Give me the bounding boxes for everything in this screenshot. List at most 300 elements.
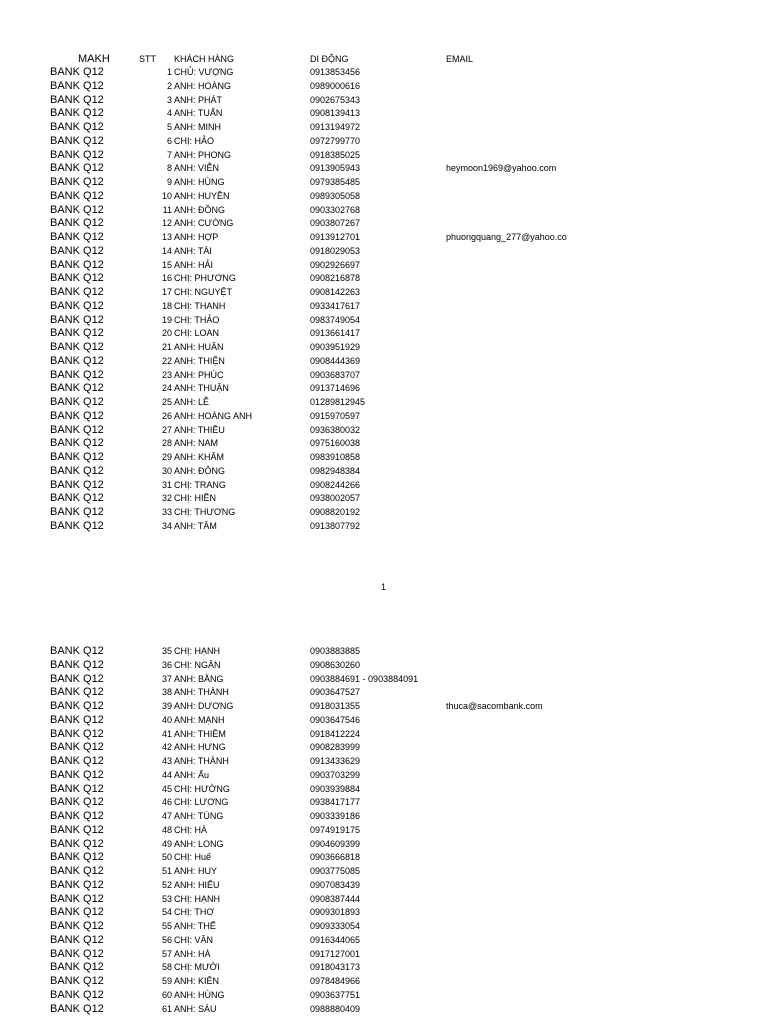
table-row bbox=[0, 948, 768, 962]
cell-makh: BANK Q12 bbox=[50, 658, 104, 671]
table-row bbox=[0, 961, 768, 975]
cell-di-dong: 0903883885 bbox=[310, 646, 361, 656]
cell-khach-hang: CHỊ: LƯƠNG bbox=[174, 797, 229, 808]
cell-makh: BANK Q12 bbox=[50, 176, 104, 188]
cell-khach-hang: ANH: MINH bbox=[174, 122, 221, 132]
cell-makh: BANK Q12 bbox=[50, 423, 104, 436]
cell-di-dong: 0903647527 bbox=[310, 687, 361, 698]
cell-khach-hang: ANH: KHÂM bbox=[174, 452, 225, 462]
table-row bbox=[0, 920, 768, 934]
table-row bbox=[0, 66, 768, 80]
cell-khach-hang: ANH: LỄ bbox=[174, 397, 210, 407]
cell-stt: 41 bbox=[161, 728, 172, 739]
table-row bbox=[0, 410, 768, 424]
table-row bbox=[0, 879, 768, 893]
cell-stt: 15 bbox=[161, 259, 172, 270]
cell-makh: BANK Q12 bbox=[50, 272, 104, 285]
cell-makh: BANK Q12 bbox=[50, 409, 104, 422]
cell-makh: BANK Q12 bbox=[50, 478, 104, 491]
cell-makh: BANK Q12 bbox=[50, 878, 104, 891]
table-row bbox=[0, 314, 768, 328]
cell-khach-hang: CHỦ: VƯỢNG bbox=[174, 67, 234, 77]
cell-di-dong: 0979385485 bbox=[310, 177, 361, 187]
cell-khach-hang: ANH: ĐÔNG bbox=[174, 465, 226, 476]
cell-di-dong: 01289812945 bbox=[310, 397, 366, 407]
cell-makh: BANK Q12 bbox=[50, 217, 104, 230]
cell-khach-hang: CHỊ: HÀ bbox=[174, 824, 208, 835]
cell-makh: BANK Q12 bbox=[50, 327, 104, 340]
cell-di-dong: 0978484966 bbox=[310, 976, 361, 986]
cell-stt: 39 bbox=[161, 701, 172, 711]
cell-stt: 7 bbox=[166, 149, 172, 160]
table-row bbox=[0, 259, 768, 273]
cell-khach-hang: ANH: THIÊM bbox=[174, 728, 226, 739]
cell-makh: BANK Q12 bbox=[50, 672, 104, 685]
cell-di-dong: 0917127001 bbox=[310, 948, 361, 959]
cell-di-dong: 0913905943 bbox=[310, 163, 361, 174]
cell-makh: BANK Q12 bbox=[50, 920, 104, 932]
cell-stt: 42 bbox=[161, 742, 172, 753]
cell-di-dong: 0913714696 bbox=[310, 383, 361, 394]
cell-makh: BANK Q12 bbox=[50, 1002, 104, 1015]
cell-makh: BANK Q12 bbox=[50, 768, 104, 781]
cell-stt: 28 bbox=[161, 438, 172, 449]
cell-makh: BANK Q12 bbox=[50, 892, 104, 905]
cell-stt: 13 bbox=[161, 232, 172, 242]
table-row bbox=[0, 714, 768, 728]
cell-di-dong: 0903775085 bbox=[310, 866, 361, 876]
cell-makh: BANK Q12 bbox=[50, 341, 104, 353]
cell-di-dong: 0903884691 - 0903884091 bbox=[310, 673, 419, 684]
cell-di-dong: 0983910858 bbox=[310, 452, 361, 462]
cell-di-dong: 0903637751 bbox=[310, 989, 361, 1000]
table-row bbox=[0, 810, 768, 824]
cell-khach-hang: CHỊ: HẠNH bbox=[174, 893, 221, 904]
cell-di-dong: 0938417177 bbox=[310, 797, 361, 808]
page-number: 1 bbox=[381, 582, 387, 592]
table-row bbox=[0, 424, 768, 438]
cell-stt: 27 bbox=[161, 424, 172, 435]
table-row bbox=[0, 520, 768, 534]
cell-di-dong: 0909333054 bbox=[310, 921, 361, 931]
cell-khach-hang: CHỊ: THANH bbox=[174, 300, 226, 311]
table-row bbox=[0, 107, 768, 121]
cell-di-dong: 0903666818 bbox=[310, 852, 361, 863]
cell-khach-hang: ANH: HUYỀN bbox=[174, 190, 230, 201]
cell-di-dong: 0989305058 bbox=[310, 190, 361, 201]
cell-makh: BANK Q12 bbox=[50, 865, 104, 877]
cell-stt: 61 bbox=[161, 1003, 172, 1014]
cell-di-dong: 0908139413 bbox=[310, 108, 361, 119]
cell-khach-hang: ANH: TÀI bbox=[174, 245, 212, 256]
cell-di-dong: 0908444369 bbox=[310, 355, 361, 366]
table-row bbox=[0, 369, 768, 383]
cell-khach-hang: CHỊ: MƯỜI bbox=[174, 962, 220, 973]
table-row bbox=[0, 355, 768, 369]
table-row bbox=[0, 1003, 768, 1017]
cell-makh: BANK Q12 bbox=[50, 782, 104, 795]
cell-khach-hang: ANH: THIỀU bbox=[174, 424, 225, 435]
cell-khach-hang: ANH: HẢI bbox=[174, 259, 214, 270]
cell-stt: 55 bbox=[161, 921, 172, 931]
cell-di-dong: 0903339186 bbox=[310, 811, 361, 821]
cell-stt: 43 bbox=[161, 756, 172, 766]
cell-makh: BANK Q12 bbox=[50, 796, 104, 809]
cell-di-dong: 0988880409 bbox=[310, 1003, 361, 1014]
cell-khach-hang: ANH: HUY bbox=[174, 866, 218, 876]
cell-makh: BANK Q12 bbox=[50, 713, 104, 726]
table-row bbox=[0, 451, 768, 465]
table-row bbox=[0, 865, 768, 879]
table-row bbox=[0, 80, 768, 94]
cell-di-dong: 0908142263 bbox=[310, 287, 361, 297]
cell-khach-hang: ANH: PHONG bbox=[174, 149, 232, 160]
cell-stt: 57 bbox=[161, 948, 172, 959]
cell-makh: BANK Q12 bbox=[50, 645, 104, 657]
cell-makh: BANK Q12 bbox=[50, 823, 104, 836]
cell-di-dong: 0972799770 bbox=[310, 135, 361, 146]
table-row bbox=[0, 286, 768, 300]
cell-khach-hang: ANH: HƯNG bbox=[174, 742, 226, 753]
cell-stt: 29 bbox=[161, 452, 172, 462]
cell-di-dong: 0907083439 bbox=[310, 879, 361, 890]
cell-stt: 1 bbox=[166, 67, 172, 77]
cell-di-dong: 0909301893 bbox=[310, 907, 361, 918]
cell-stt: 9 bbox=[166, 177, 172, 187]
cell-makh: BANK Q12 bbox=[50, 396, 104, 408]
cell-stt: 17 bbox=[161, 287, 172, 297]
cell-stt: 36 bbox=[161, 659, 172, 670]
cell-stt: 21 bbox=[161, 342, 172, 352]
cell-khach-hang: CHỊ: PHƯƠNG bbox=[174, 273, 236, 284]
cell-stt: 11 bbox=[162, 204, 172, 215]
cell-stt: 25 bbox=[161, 397, 172, 407]
table-header bbox=[0, 52, 768, 66]
cell-di-dong: 0974919175 bbox=[310, 824, 361, 835]
table-row bbox=[0, 245, 768, 259]
cell-di-dong: 0983749054 bbox=[310, 314, 361, 325]
table-row bbox=[0, 824, 768, 838]
table-row bbox=[0, 893, 768, 907]
cell-makh: BANK Q12 bbox=[50, 148, 104, 161]
cell-stt: 44 bbox=[161, 769, 172, 780]
cell-stt: 56 bbox=[161, 934, 172, 945]
cell-makh: BANK Q12 bbox=[50, 437, 104, 450]
cell-khach-hang: CHỊ: HẠNH bbox=[174, 646, 221, 656]
cell-stt: 33 bbox=[161, 507, 172, 517]
cell-khach-hang: ANH: HOÀNG ANH bbox=[174, 410, 253, 421]
cell-khach-hang: ANH: PHÚC bbox=[174, 369, 224, 380]
cell-di-dong: 0989000616 bbox=[310, 80, 361, 91]
table-row bbox=[0, 176, 768, 190]
table-row bbox=[0, 217, 768, 231]
table-row bbox=[0, 327, 768, 341]
header-khach-hang: KHÁCH HÀNG bbox=[174, 54, 235, 64]
cell-di-dong: 0913807792 bbox=[310, 520, 361, 531]
cell-di-dong: 0918385025 bbox=[310, 149, 361, 160]
cell-makh: BANK Q12 bbox=[50, 519, 104, 532]
table-row bbox=[0, 645, 768, 659]
cell-makh: BANK Q12 bbox=[50, 134, 104, 147]
cell-makh: BANK Q12 bbox=[50, 741, 104, 754]
table-row bbox=[0, 272, 768, 286]
cell-di-dong: 0908820192 bbox=[310, 507, 361, 517]
table-row bbox=[0, 94, 768, 108]
cell-khach-hang: ANH: Ấu bbox=[174, 769, 210, 780]
cell-di-dong: 0913853456 bbox=[310, 67, 361, 77]
cell-khach-hang: ANH: TÙNG bbox=[174, 811, 224, 821]
header-di-dong: DI ĐỘNG bbox=[310, 54, 349, 64]
cell-di-dong: 0933417617 bbox=[310, 300, 361, 311]
cell-di-dong: 0903807267 bbox=[310, 218, 361, 229]
cell-stt: 18 bbox=[161, 300, 172, 311]
cell-stt: 48 bbox=[161, 824, 172, 835]
cell-makh: BANK Q12 bbox=[50, 906, 104, 919]
cell-khach-hang: CHỊ: TRANG bbox=[174, 479, 226, 490]
cell-makh: BANK Q12 bbox=[50, 451, 104, 463]
cell-khach-hang: CHỊ: VÂN bbox=[174, 934, 214, 945]
cell-stt: 50 bbox=[161, 852, 172, 863]
cell-di-dong: 0903951929 bbox=[310, 342, 361, 352]
cell-khach-hang: CHỊ: NGUYỆT bbox=[174, 287, 233, 297]
table-row bbox=[0, 686, 768, 700]
cell-di-dong: 0902675343 bbox=[310, 94, 361, 105]
cell-makh: BANK Q12 bbox=[50, 299, 104, 312]
cell-di-dong: 0908216878 bbox=[310, 273, 361, 284]
customer-table-page-2 bbox=[0, 645, 768, 1016]
cell-khach-hang: ANH: HÙNG bbox=[174, 177, 225, 187]
cell-stt: 30 bbox=[161, 465, 172, 476]
table-row bbox=[0, 300, 768, 314]
cell-stt: 8 bbox=[166, 163, 172, 174]
cell-di-dong: 0903647546 bbox=[310, 714, 361, 725]
cell-di-dong: 0903703299 bbox=[310, 769, 361, 780]
table-row bbox=[0, 755, 768, 769]
cell-khach-hang: ANH: SÁU bbox=[174, 1003, 217, 1014]
cell-email: thuca@sacombank.com bbox=[446, 701, 543, 711]
cell-khach-hang: CHỊ: LOAN bbox=[174, 328, 220, 339]
cell-makh: BANK Q12 bbox=[50, 975, 104, 987]
cell-stt: 45 bbox=[161, 783, 172, 794]
table-row bbox=[0, 479, 768, 493]
cell-makh: BANK Q12 bbox=[50, 837, 104, 850]
cell-di-dong: 0915970597 bbox=[310, 410, 361, 421]
cell-stt: 24 bbox=[161, 383, 172, 394]
cell-di-dong: 0913661417 bbox=[310, 328, 361, 339]
cell-di-dong: 0908244266 bbox=[310, 479, 361, 490]
cell-di-dong: 0902926697 bbox=[310, 259, 361, 270]
table-row bbox=[0, 121, 768, 135]
cell-makh: BANK Q12 bbox=[50, 988, 104, 1001]
cell-di-dong: 0904609399 bbox=[310, 838, 361, 849]
cell-stt: 40 bbox=[161, 714, 172, 725]
cell-di-dong: 0916344065 bbox=[310, 934, 361, 945]
cell-makh: BANK Q12 bbox=[50, 755, 104, 767]
cell-stt: 12 bbox=[161, 218, 172, 229]
cell-khach-hang: ANH: VIỄN bbox=[174, 163, 220, 174]
header-email: EMAIL bbox=[446, 54, 474, 64]
table-row bbox=[0, 838, 768, 852]
table-row bbox=[0, 341, 768, 355]
cell-stt: 59 bbox=[161, 976, 172, 986]
cell-makh: BANK Q12 bbox=[50, 947, 104, 960]
cell-stt: 3 bbox=[166, 94, 172, 105]
cell-makh: BANK Q12 bbox=[50, 121, 104, 133]
cell-stt: 20 bbox=[161, 328, 172, 339]
cell-khach-hang: ANH: HUÂN bbox=[174, 342, 224, 352]
cell-khach-hang: ANH: THÀNH bbox=[174, 687, 229, 698]
header-stt: STT bbox=[139, 54, 156, 64]
cell-khach-hang: CHỊ: THẢO bbox=[174, 314, 220, 325]
cell-khach-hang: ANH: HOÀNG bbox=[174, 80, 232, 91]
cell-makh: BANK Q12 bbox=[50, 727, 104, 740]
cell-makh: BANK Q12 bbox=[50, 354, 104, 367]
table-row bbox=[0, 135, 768, 149]
cell-makh: BANK Q12 bbox=[50, 933, 104, 946]
cell-stt: 53 bbox=[161, 893, 172, 904]
cell-di-dong: 0982948384 bbox=[310, 465, 361, 476]
cell-di-dong: 0903302768 bbox=[310, 204, 361, 215]
cell-khach-hang: CHỊ: NGÂN bbox=[174, 659, 221, 670]
table-row bbox=[0, 700, 768, 714]
cell-di-dong: 0913194972 bbox=[310, 122, 361, 132]
table-row bbox=[0, 659, 768, 673]
cell-khach-hang: ANH: THÀNH bbox=[174, 756, 229, 766]
cell-di-dong: 0918029053 bbox=[310, 245, 361, 256]
cell-stt: 38 bbox=[161, 687, 172, 698]
cell-di-dong: 0903683707 bbox=[310, 369, 361, 380]
cell-makh: BANK Q12 bbox=[50, 189, 104, 202]
cell-khach-hang: ANH: ĐỒNG bbox=[174, 204, 226, 215]
table-row bbox=[0, 465, 768, 479]
cell-khach-hang: ANH: MẠNH bbox=[174, 714, 225, 725]
cell-di-dong: 0938002057 bbox=[310, 493, 361, 504]
cell-khach-hang: ANH: BẰNG bbox=[174, 673, 224, 684]
table-row bbox=[0, 190, 768, 204]
cell-makh: BANK Q12 bbox=[50, 492, 104, 505]
cell-makh: BANK Q12 bbox=[50, 231, 104, 243]
cell-khach-hang: ANH: CƯỜNG bbox=[174, 218, 234, 229]
table-row bbox=[0, 231, 768, 245]
cell-makh: BANK Q12 bbox=[50, 93, 104, 106]
cell-stt: 14 bbox=[161, 245, 172, 256]
table-row bbox=[0, 769, 768, 783]
cell-makh: BANK Q12 bbox=[50, 162, 104, 175]
customer-table-page-1 bbox=[0, 66, 768, 534]
cell-makh: BANK Q12 bbox=[50, 244, 104, 257]
cell-makh: BANK Q12 bbox=[50, 313, 104, 326]
table-row bbox=[0, 673, 768, 687]
cell-di-dong: 0918412224 bbox=[310, 728, 361, 739]
cell-stt: 34 bbox=[161, 520, 172, 531]
cell-makh: BANK Q12 bbox=[50, 203, 104, 216]
cell-makh: BANK Q12 bbox=[50, 66, 104, 78]
cell-stt: 52 bbox=[161, 879, 172, 890]
cell-stt: 2 bbox=[166, 80, 172, 91]
header-makh: MAKH bbox=[78, 53, 110, 65]
cell-di-dong: 0975160038 bbox=[310, 438, 361, 449]
cell-makh: BANK Q12 bbox=[50, 79, 104, 92]
cell-stt: 60 bbox=[161, 989, 172, 1000]
cell-makh: BANK Q12 bbox=[50, 258, 104, 271]
cell-di-dong: 0908630260 bbox=[310, 659, 361, 670]
cell-khach-hang: ANH: TÂM bbox=[174, 520, 217, 531]
table-row bbox=[0, 741, 768, 755]
table-row bbox=[0, 149, 768, 163]
table-row bbox=[0, 796, 768, 810]
cell-di-dong: 0903939884 bbox=[310, 783, 361, 794]
cell-email: heymoon1969@yahoo.com bbox=[446, 163, 557, 174]
cell-makh: BANK Q12 bbox=[50, 686, 104, 699]
cell-stt: 5 bbox=[166, 122, 172, 132]
cell-stt: 49 bbox=[161, 838, 172, 849]
table-row bbox=[0, 906, 768, 920]
cell-khach-hang: ANH: PHÁT bbox=[174, 94, 223, 105]
cell-khach-hang: CHỊ: HIỀN bbox=[174, 493, 217, 504]
cell-stt: 23 bbox=[161, 369, 172, 380]
table-row bbox=[0, 783, 768, 797]
table-row bbox=[0, 989, 768, 1003]
cell-stt: 4 bbox=[166, 108, 172, 119]
cell-makh: BANK Q12 bbox=[50, 700, 104, 712]
cell-stt: 51 bbox=[161, 866, 172, 876]
cell-makh: BANK Q12 bbox=[50, 368, 104, 381]
cell-di-dong: 0913433629 bbox=[310, 756, 361, 766]
cell-khach-hang: ANH: KIÊN bbox=[174, 976, 220, 986]
cell-stt: 54 bbox=[161, 907, 172, 918]
cell-khach-hang: ANH: HỢP bbox=[174, 232, 219, 242]
cell-email: phuongquang_277@yahoo.co bbox=[446, 232, 567, 242]
cell-khach-hang: ANH: NAM bbox=[174, 438, 219, 449]
cell-stt: 19 bbox=[161, 314, 172, 325]
cell-stt: 37 bbox=[161, 673, 172, 684]
cell-khach-hang: ANH: HÀ bbox=[174, 948, 211, 959]
cell-di-dong: 0908387444 bbox=[310, 893, 361, 904]
cell-stt: 47 bbox=[161, 811, 172, 821]
table-row bbox=[0, 437, 768, 451]
table-row bbox=[0, 162, 768, 176]
cell-di-dong: 0908283999 bbox=[310, 742, 361, 753]
cell-khach-hang: ANH: TUẤN bbox=[174, 108, 223, 119]
table-row bbox=[0, 506, 768, 520]
table-row bbox=[0, 728, 768, 742]
cell-makh: BANK Q12 bbox=[50, 851, 104, 864]
cell-di-dong: 0918031355 bbox=[310, 701, 361, 711]
cell-stt: 46 bbox=[161, 797, 172, 808]
table-row bbox=[0, 492, 768, 506]
cell-khach-hang: ANH: THẾ bbox=[174, 921, 216, 931]
cell-stt: 35 bbox=[161, 646, 172, 656]
cell-stt: 10 bbox=[161, 190, 172, 201]
cell-khach-hang: CHỊ: THƠ bbox=[174, 907, 215, 918]
cell-stt: 22 bbox=[161, 355, 172, 366]
table-row bbox=[0, 396, 768, 410]
cell-stt: 26 bbox=[161, 410, 172, 421]
cell-stt: 16 bbox=[161, 273, 172, 284]
table-row bbox=[0, 204, 768, 218]
cell-khach-hang: CHỊ: Huế bbox=[174, 852, 212, 863]
cell-di-dong: 0936380032 bbox=[310, 424, 361, 435]
cell-stt: 32 bbox=[161, 493, 172, 504]
cell-di-dong: 0913912701 bbox=[310, 232, 361, 242]
cell-khach-hang: CHỊ: THƯƠNG bbox=[174, 507, 236, 517]
cell-makh: BANK Q12 bbox=[50, 961, 104, 974]
cell-stt: 58 bbox=[161, 962, 172, 973]
cell-makh: BANK Q12 bbox=[50, 382, 104, 395]
table-row bbox=[0, 851, 768, 865]
cell-khach-hang: CHỊ: HẢO bbox=[174, 135, 215, 146]
cell-khach-hang: ANH: DƯƠNG bbox=[174, 701, 234, 711]
